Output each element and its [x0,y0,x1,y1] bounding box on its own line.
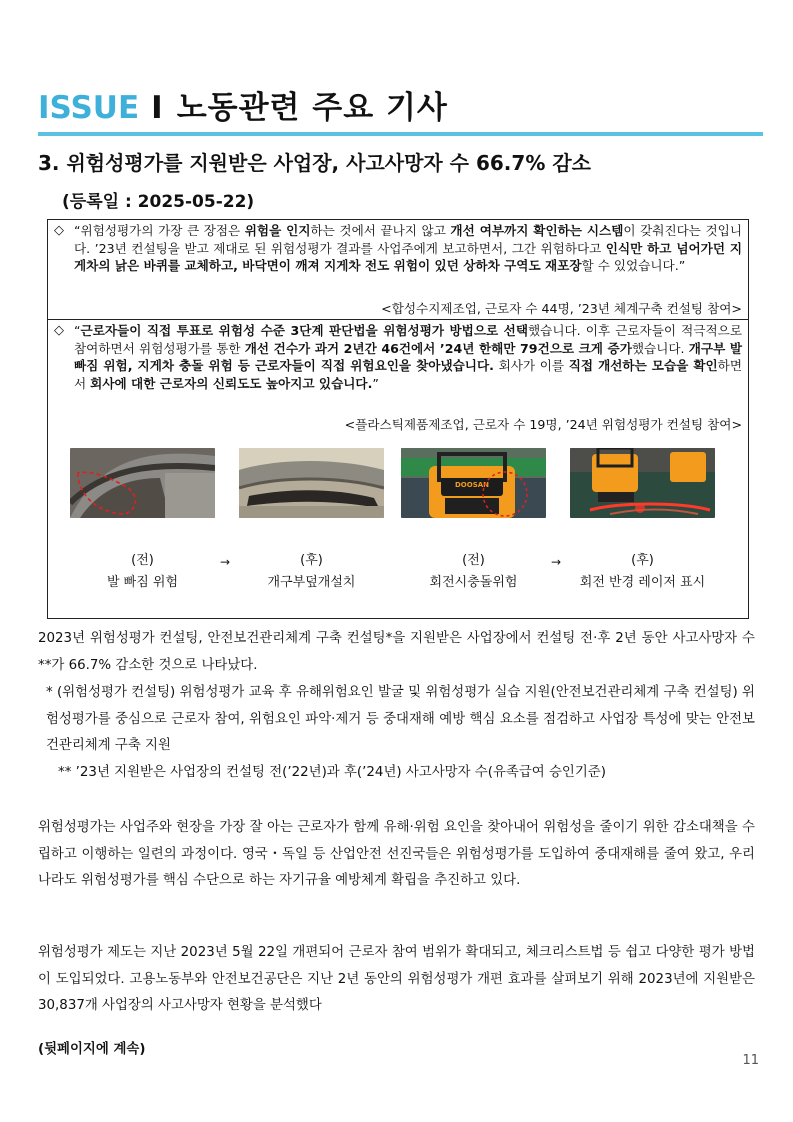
quote-segment: “위험성평가의 가장 큰 장점은 [74,223,245,238]
section-subtitle: 노동관련 주요 기사 [176,90,448,126]
section-header [38,88,763,138]
photo-forklift-after [570,448,715,518]
section-title [38,88,448,128]
photo-1-caption: 발 빠짐 위험 [106,575,179,590]
diamond-bullet-icon: ◇ [54,323,64,338]
quote-emphasis: 회사에 대한 근로자의 신뢰도도 높아지고 있습니다. [90,375,373,391]
quote-text-1 [54,222,742,275]
photo-3-caption: 회전시충돌위험 [429,575,518,590]
quote-emphasis: 직접 개선하는 모습을 확인 [568,358,718,374]
forklift-brand-label: DOOSAN [454,481,490,489]
body-paragraph-1: 2023년 위험성평가 컨설팅, 안전보건관리체계 구축 컨설팅*을 지원받은 사업장에서 컨설팅 전·후 2년 동안 사고사망자 수**가 66.7% 감소한 것으로 나타났다. [38,631,755,673]
quote-segment: 하는 것에서 끝나지 않고 [310,223,451,238]
quote-emphasis: 근로자들이 직접 투표로 위험성 수준 3단계 판단법을 위험성평가 방법으로 선택 [80,323,529,338]
quote-box [47,219,749,619]
body-paragraph-2: 위험성평가는 사업주와 현장을 가장 잘 아는 근로자가 함께 유해·위험 요인을 찾아내어 위험성을 줄이기 위한 감소대책을 수립하고 이행하는 일련의 과정이다. 영국・독일 등 산업안전 선진국들은 위험성평가를 도입하여 중대재해를 줄여 왔고, 우리나라도 위험성평가를 핵심 수단으로 하는 자기규율 예방체계 확립을 추진하고 있다. [38,820,755,888]
header-divider [38,132,763,136]
footnote-fatalities: ** ’23년 지원받은 사업장의 컨설팅 전(’22년)과 후(’24년) 사고사망자 수(유족급여 승인기준) [58,765,606,780]
quote-segment: 했습니다. 이후 근로자들이 적극적으로 참여하면서 위험성평가를 통한 [74,323,742,356]
forklift-collision-image [401,448,546,518]
issue-label: ISSUE [38,90,140,126]
diamond-bullet-icon: ◇ [54,223,64,238]
quote-segment: 했습니다. [631,340,689,356]
quote-emphasis: 개선 여부까지 확인하는 시스템 [450,223,624,238]
quote-segment: ” [372,375,379,391]
photo-2-caption: 개구부덮개설치 [267,575,356,590]
pit-cover-image [239,448,384,518]
quote-source-1: <합성수지제조업, 근로자 수 44명, ’23년 체계구축 컨설팅 참여> [381,301,742,316]
quote-block-1 [54,222,742,275]
photo-4-caption: 회전 반경 레이저 표시 [579,575,706,590]
footnote-consulting: * (위험성평가 컨설팅) 위험성평가 교육 후 유해위험요인 발굴 및 위험성평가 실습 지원(안전보건관리체계 구축 컨설팅) 위험성평가를 중심으로 근로자 참여, 위험요인 파악·제거 등 중대재해 예방 핵심 요소를 점검하고 사업장 특성에 맞는 안전보건관리체계 구축 지원 [46,685,755,753]
continued-note: (뒷페이지에 계속) [38,1042,146,1057]
quote-segment: 회사가 이를 [493,358,569,374]
quote-segment: “ [74,323,81,338]
quote-segment: 할 수 있었습니다.” [581,258,686,274]
arrow-icon: → [551,555,562,569]
registration-date: (등록일 : 2025-05-22) [62,192,255,212]
quote-emphasis: 위험을 인지 [244,223,311,238]
pit-hazard-image [70,448,215,518]
body-paragraph-3: 위험성평가 제도는 지난 2023년 5월 22일 개편되어 근로자 참여 범위가 확대되고, 체크리스트법 등 쉽고 다양한 평가 방법이 도입되었다. 고용노동부와 안전보건공단은 지난 2년 동안의 위험성평가 개편 효과를 살펴보기 위해 2023년에 지원받은 30,837개 사업장의 사고사망자 현황을 분석했다 [38,945,755,1013]
title-separator: I [151,90,163,126]
photo-pit-after [239,448,384,518]
quote-emphasis: 개구부 발 빠짐 위험, 지게차 충돌 위험 등 근로자들이 직접 위험요인을 찾아냈습니다. [74,340,743,374]
quote-segment: 이 갖춰진다는 것입니다. ’23년 컨설팅을 받고 제대로 된 위험성평가 결과를 사업주에게 보고하면서, 그간 위험하다고 [74,223,743,256]
quote-emphasis: 개선 건수가 과거 2년간 46건에서 ’24년 한해만 79건으로 크게 증가 [244,340,632,356]
photo-4-stage: (후) [631,553,654,568]
photo-pit-before [70,448,215,518]
quote-source-2: <플라스틱제품제조업, 근로자 수 19명, ’24년 위험성평가 컨설팅 참여> [344,417,742,432]
quote-divider [48,319,748,320]
arrow-icon: → [220,555,231,569]
laser-marking-image [570,448,715,518]
photo-3-stage: (전) [462,553,485,568]
photo-2-stage: (후) [300,553,323,568]
quote-block-2 [54,322,742,392]
quote-segment: 하면서 [74,358,743,391]
quote-emphasis: 인식만 하고 넘어가던 지게차의 낡은 바퀴를 교체하고, 바닥면이 깨져 지게차 전도 위험이 있던 상하차 구역도 재포장 [74,240,743,274]
quote-text-2 [54,322,742,392]
page-number: 11 [742,1053,759,1068]
article-headline: 3. 위험성평가를 지원받은 사업장, 사고사망자 수 66.7% 감소 [38,151,591,175]
photo-forklift-before [401,448,546,518]
photo-1-stage: (전) [131,553,154,568]
